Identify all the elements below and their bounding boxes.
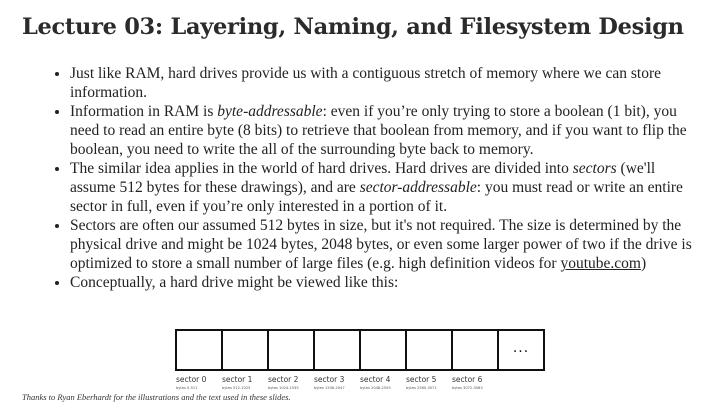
- sector-box: [406, 330, 452, 370]
- sector-box: [452, 330, 498, 370]
- emphasis-term: sectors: [572, 160, 617, 177]
- youtube-link[interactable]: youtube.com: [560, 255, 641, 272]
- sector-label: sector 6: [452, 375, 483, 384]
- bullet-text: Conceptually, a hard drive might be viewed like this:: [70, 274, 399, 291]
- sector-byte-range: bytes 2560-3071: [406, 386, 437, 390]
- bullet-text: The similar idea applies in the world of hard drives. Hard drives are divided into: [70, 160, 573, 177]
- sector-byte-range: bytes 1024-1535: [268, 386, 299, 390]
- footer-credit: Thanks to Ryan Eberhardt for the illustrations and the text used in these slides.: [22, 392, 291, 402]
- page-title: Lecture 03: Layering, Naming, and Filesystem Design: [22, 14, 684, 40]
- emphasis-term: sector-addressable: [359, 179, 477, 196]
- bullet-text: : you must read or write an entire sector in full, even if you’re only interested in a portion of it.: [70, 179, 683, 215]
- sector-box: [360, 330, 406, 370]
- bullet-text: Just like RAM, hard drives provide us with a contiguous stretch of memory where we can store information.: [70, 65, 662, 101]
- sector-label: sector 0: [176, 375, 207, 384]
- sector-byte-range: bytes 1536-2047: [314, 386, 345, 390]
- sector-box: [268, 330, 314, 370]
- sector-box: [176, 330, 222, 370]
- sector-label: sector 4: [360, 375, 391, 384]
- sector-box: [314, 330, 360, 370]
- sector-label: sector 3: [314, 375, 345, 384]
- bullet-text: : even if you’re only trying to store a boolean (1 bit), you need to read an entire byte (8 bits) to retrieve that boolean from memory, and if you want to flip the boolean, you need to write the all of the surrounding byte back to memory.: [70, 103, 687, 158]
- sector-byte-range: bytes 2048-2559: [360, 386, 391, 390]
- bullet-text: (we'll assume 512 bytes for these drawings), and are: [70, 160, 656, 196]
- sector-byte-range: bytes 512-1023: [222, 386, 251, 390]
- bullet-text: Information in RAM is: [70, 103, 218, 120]
- ellipsis-icon: ...: [512, 340, 530, 356]
- sector-label: sector 1: [222, 375, 253, 384]
- sector-byte-range: bytes 0-511: [176, 386, 198, 390]
- bullet-text: Sectors are often our assumed 512 bytes in size, but it's not required. The size is determined by the physical drive and might be 1024 bytes, 2048 bytes, or even some larger power of two if the drive is optimized to store a small number of large files (e.g. high definition videos for: [70, 217, 692, 272]
- sector-label: sector 2: [268, 375, 299, 384]
- sector-byte-range: bytes 3072-3583: [452, 386, 483, 390]
- emphasis-term: byte-addressable: [217, 103, 323, 120]
- sector-label: sector 5: [406, 375, 437, 384]
- sector-box: [222, 330, 268, 370]
- bullet-text: ): [640, 255, 647, 272]
